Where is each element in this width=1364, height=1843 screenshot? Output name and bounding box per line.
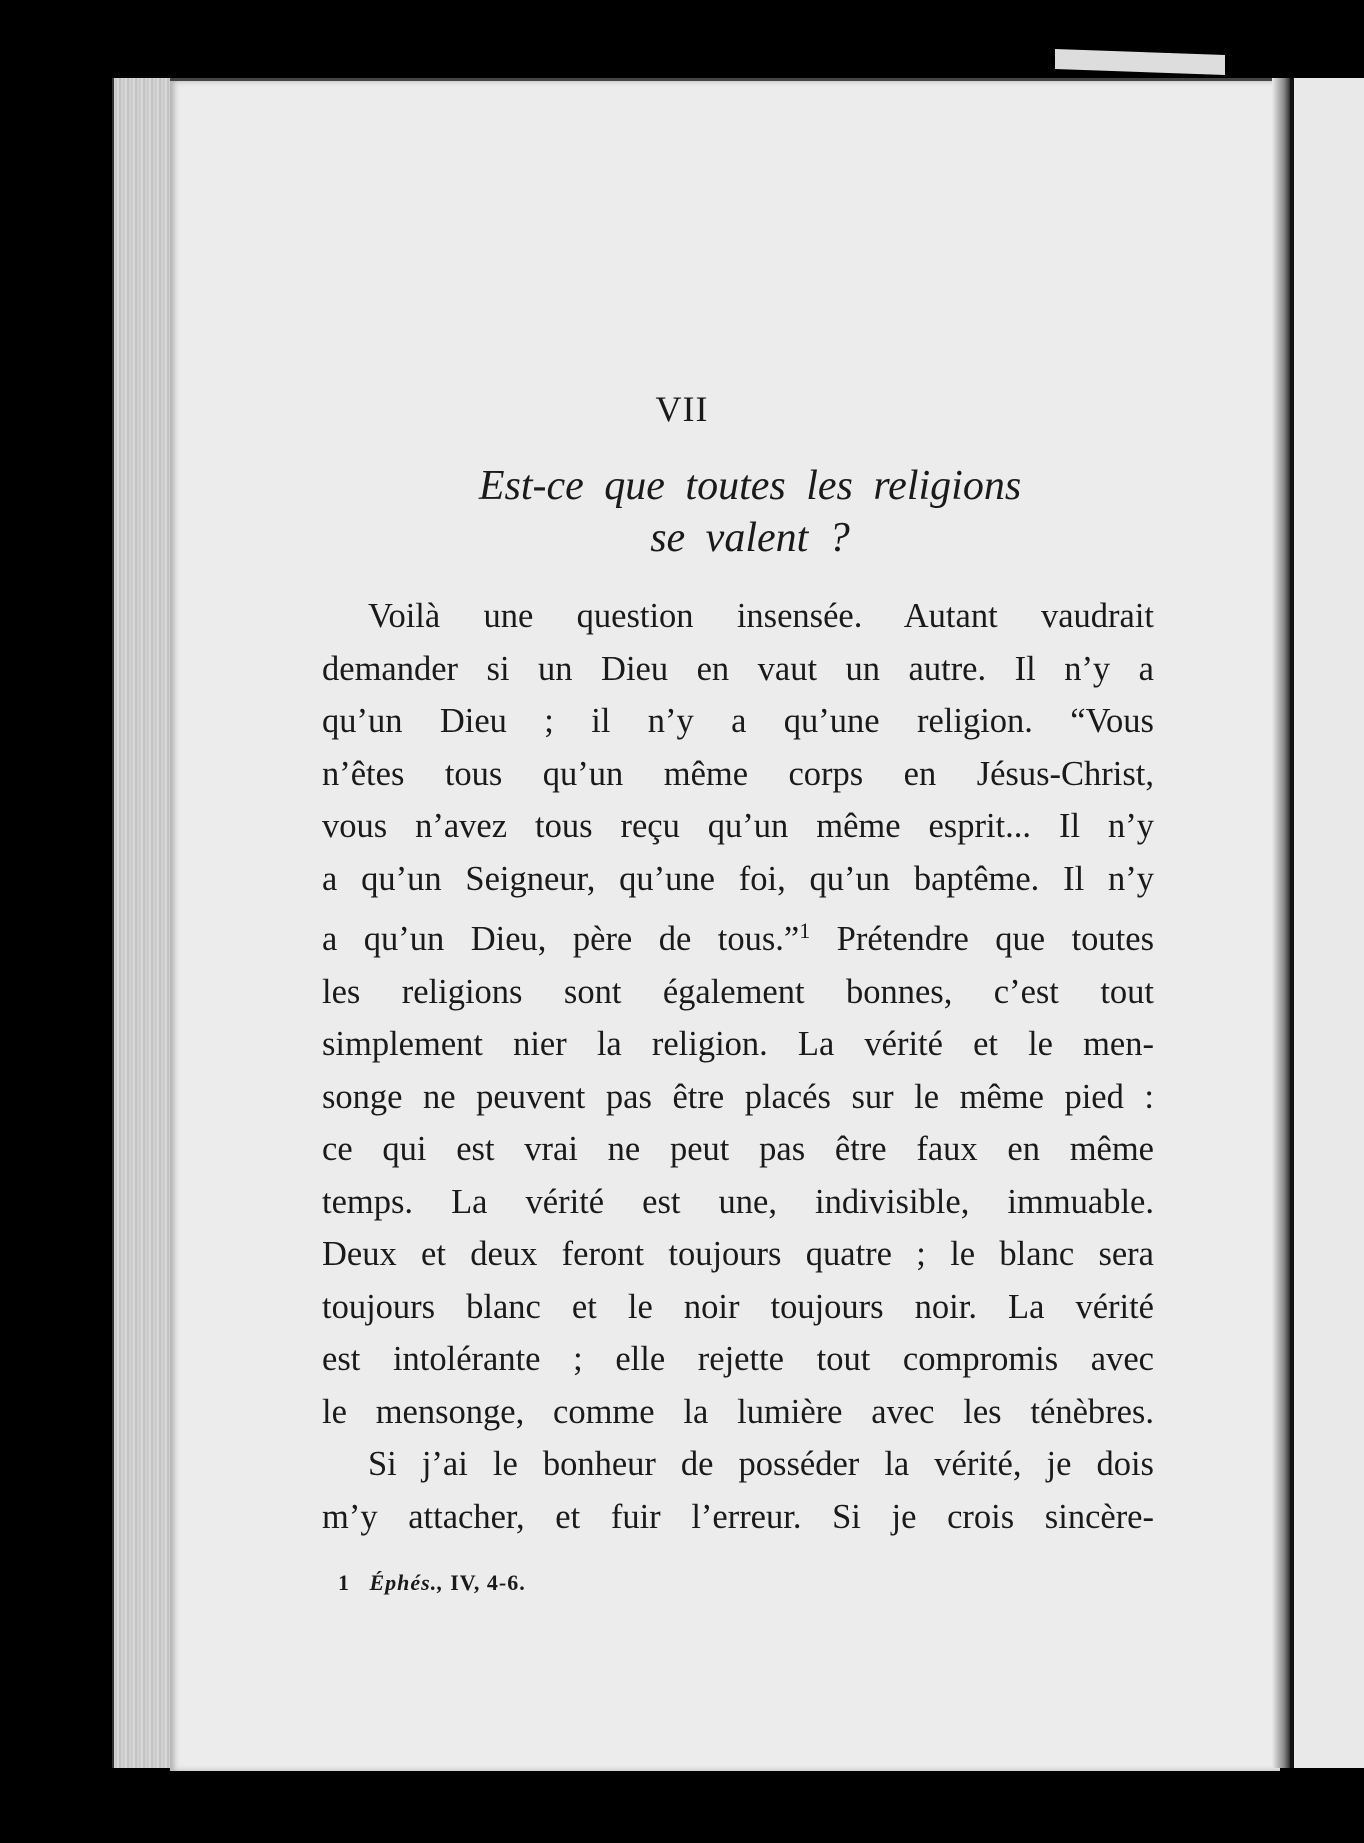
text-line: songe ne peuvent pas être placés sur le même pied :: [322, 1077, 1154, 1116]
footnote-number: 1: [338, 1570, 350, 1595]
text-line: qu’un Dieu ; il n’y a qu’une religion. “Vous: [322, 702, 1154, 740]
text-line-part: Prétendre que toutes: [836, 920, 1154, 958]
chapter-title-line-2: se valent ?: [650, 515, 850, 561]
footnote: [338, 1570, 526, 1596]
text-line: m’y attacher, et fuir l’erreur. Si je crois sincère-: [322, 1497, 1154, 1536]
text-line: demander si un Dieu en vaut un autre. Il n’y a: [322, 649, 1154, 688]
text-line: les religions sont également bonnes, c’est tout: [322, 972, 1154, 1011]
page-gutter-shadow: [1272, 78, 1292, 1768]
top-edge-strip: [1055, 49, 1225, 75]
text-line: temps. La vérité est une, indivisible, immuable.: [322, 1182, 1154, 1221]
text-line: a qu’un Seigneur, qu’une foi, qu’un baptême. Il n’y: [322, 859, 1154, 898]
text-line: le mensonge, comme la lumière avec les ténèbres.: [322, 1392, 1154, 1431]
text-line: est intolérante ; elle rejette tout compromis avec: [322, 1340, 1154, 1378]
text-line: Deux et deux feront toujours quatre ; le blanc sera: [322, 1235, 1154, 1273]
page-edges: [112, 78, 176, 1768]
text-line: toujours blanc et le noir toujours noir. La vérité: [322, 1287, 1154, 1326]
text-line: Voilà une question insensée. Autant vaudrait: [368, 597, 1154, 635]
text-line: vous n’avez tous reçu qu’un même esprit... Il n’y: [322, 807, 1154, 845]
footnote-reference: IV, 4-6.: [450, 1570, 526, 1595]
body-text: [322, 590, 1154, 1543]
chapter-title: [320, 460, 1180, 564]
text-line: Si j’ai le bonheur de posséder la vérité, je dois: [368, 1445, 1154, 1483]
footnote-work: Éphés.,: [369, 1570, 444, 1595]
footnote-marker: 1: [799, 918, 811, 943]
text-line: simplement nier la religion. La vérité et le men-: [322, 1025, 1154, 1063]
chapter-number: VII: [655, 389, 709, 429]
facing-page-edge: [1290, 78, 1364, 1768]
text-line-with-footnote: [322, 905, 1154, 966]
text-line: ce qui est vrai ne peut pas être faux en même: [322, 1130, 1154, 1168]
chapter-title-line-1: Est-ce que toutes les religions: [478, 463, 1022, 509]
text-line: n’êtes tous qu’un même corps en Jésus-Christ,: [322, 754, 1154, 793]
text-line-part: a qu’un Dieu, père de tous.”: [322, 920, 800, 958]
